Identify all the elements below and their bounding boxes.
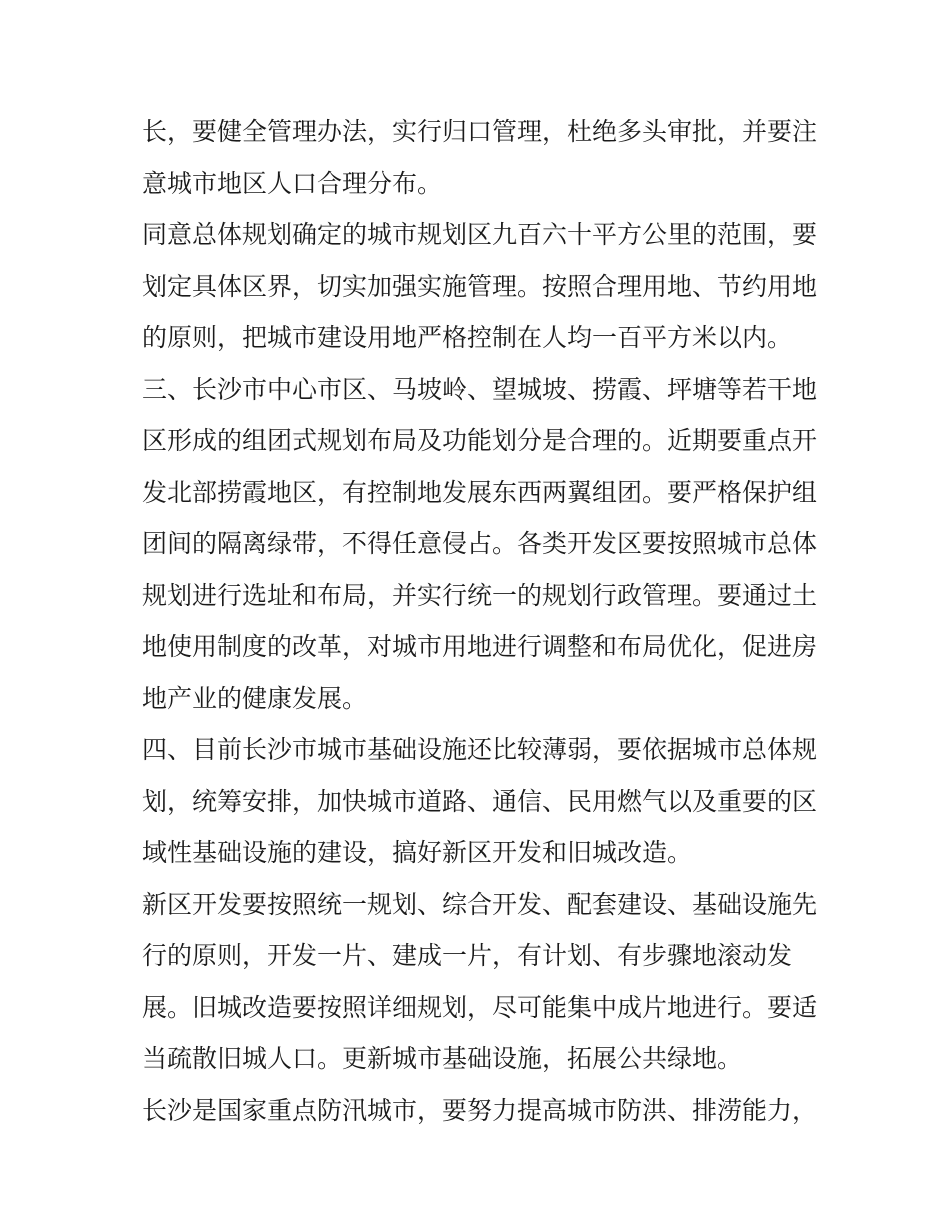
text-line: 的原则，把城市建设用地严格控制在人均一百平方米以内。 [142, 323, 793, 352]
text-line: 区形成的组团式规划布局及功能划分是合理的。近期要重点开 [142, 426, 818, 455]
text-line: 划定具体区界，切实加强实施管理。按照合理用地、节约用地 [142, 271, 818, 301]
body-text [142, 106, 822, 1136]
text-line: 展。旧城改造要按照详细规划，尽可能集中成片地进行。要适 [142, 992, 818, 1022]
text-line: 划，统筹安排，加快城市道路、通信、民用燃气以及重要的区 [142, 786, 818, 816]
text-line: 当疏散旧城人口。更新城市基础设施，拓展公共绿地。 [142, 1044, 743, 1073]
text-line: 发北部捞霞地区，有控制地发展东西两翼组团。要严格保护组 [142, 477, 818, 507]
text-line: 新区开发要按照统一规划、综合开发、配套建设、基础设施先 [142, 889, 818, 919]
text-line: 同意总体规划确定的城市规划区九百六十平方公里的范围，要 [142, 220, 818, 249]
text-line: 长沙是国家重点防汛城市，要努力提高城市防洪、排涝能力， [142, 1095, 818, 1125]
text-line: 长，要健全管理办法，实行归口管理，杜绝多头审批，并要注 [142, 117, 818, 146]
text-line: 三、长沙市中心市区、马坡岭、望城坡、捞霞、坪塘等若干地 [142, 374, 818, 404]
text-line: 意城市地区人口合理分布。 [142, 168, 443, 198]
text-line: 行的原则，开发一片、建成一片，有计划、有步骤地滚动发 [142, 941, 793, 970]
text-line: 地产业的健康发展。 [142, 683, 368, 713]
text-line: 地使用制度的改革，对城市用地进行调整和布局优化，促进房 [142, 632, 818, 661]
text-line: 四、目前长沙市城市基础设施还比较薄弱，要依据城市总体规 [142, 735, 818, 764]
text-line: 规划进行选址和布局，并实行统一的规划行政管理。要通过土 [142, 580, 818, 610]
text-line: 域性基础设施的建设，搞好新区开发和旧城改造。 [142, 838, 693, 867]
text-line: 团间的隔离绿带，不得任意侵占。各类开发区要按照城市总体 [142, 529, 818, 558]
